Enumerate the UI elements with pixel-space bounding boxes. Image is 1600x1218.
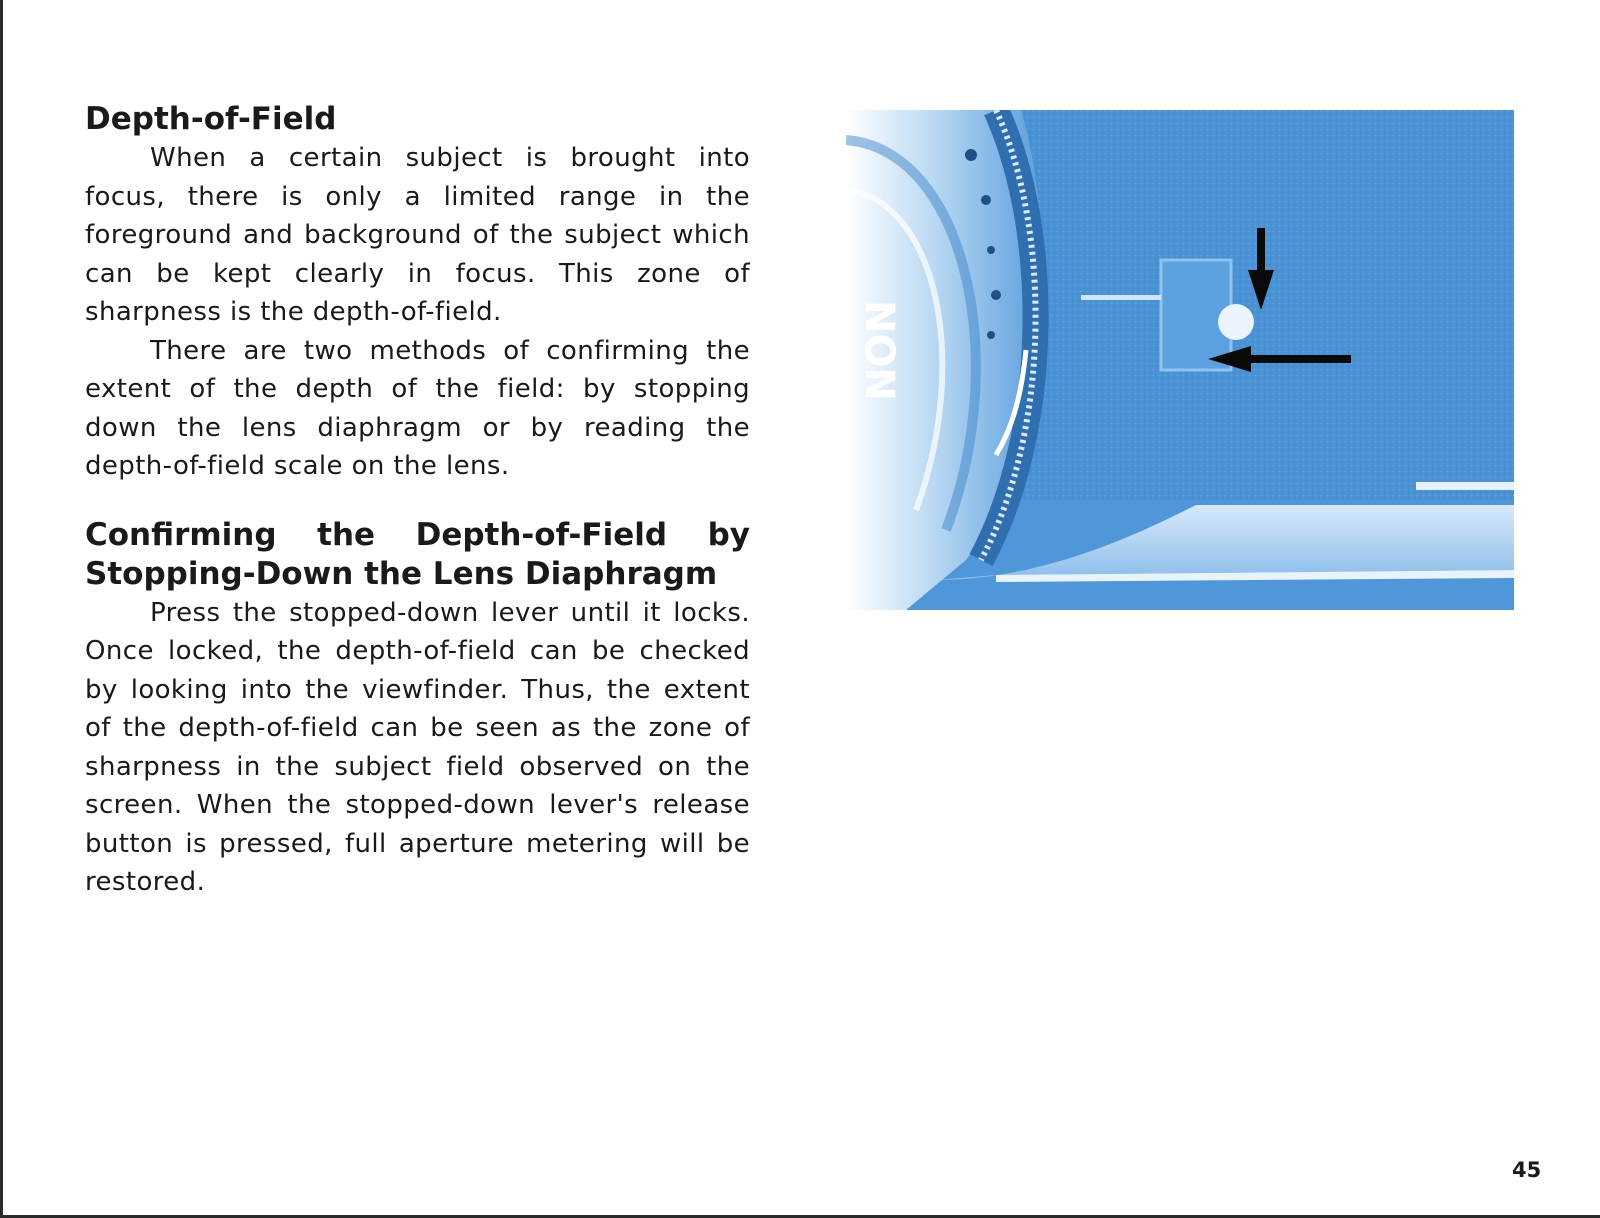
- section-heading-confirming: Confirming the Depth-of-Field by Stopping-Down the Lens Diaphragm: [85, 516, 750, 592]
- page-number: 45: [1512, 1158, 1542, 1182]
- paragraph: There are two methods of confirming the extent of the depth of the field: by stopping down the lens diaphragm or by reading the depth-of-field scale on the lens.: [85, 335, 750, 481]
- page-edge-left: [0, 0, 3, 1218]
- paragraph: When a certain subject is brought into focus, there is only a limited range in the foreground and background of the subject which can be kept clearly in focus. This zone of sharpness is the depth-of-field.: [85, 143, 750, 327]
- section-heading-depth-of-field: Depth-of-Field: [85, 101, 337, 137]
- lens-brand-text: NON: [856, 300, 902, 401]
- text-column: [85, 100, 750, 902]
- paragraph: Press the stopped-down lever until it locks. Once locked, the depth-of-field can be checked by looking into the viewfinder. Thus, the extent of the depth-of-field can be seen as the zone of sharpness in the subject field observed on the screen. When the stopped-down lever's release button is pressed, full aperture metering will be restored.: [85, 597, 750, 897]
- camera-photo: [846, 110, 1514, 610]
